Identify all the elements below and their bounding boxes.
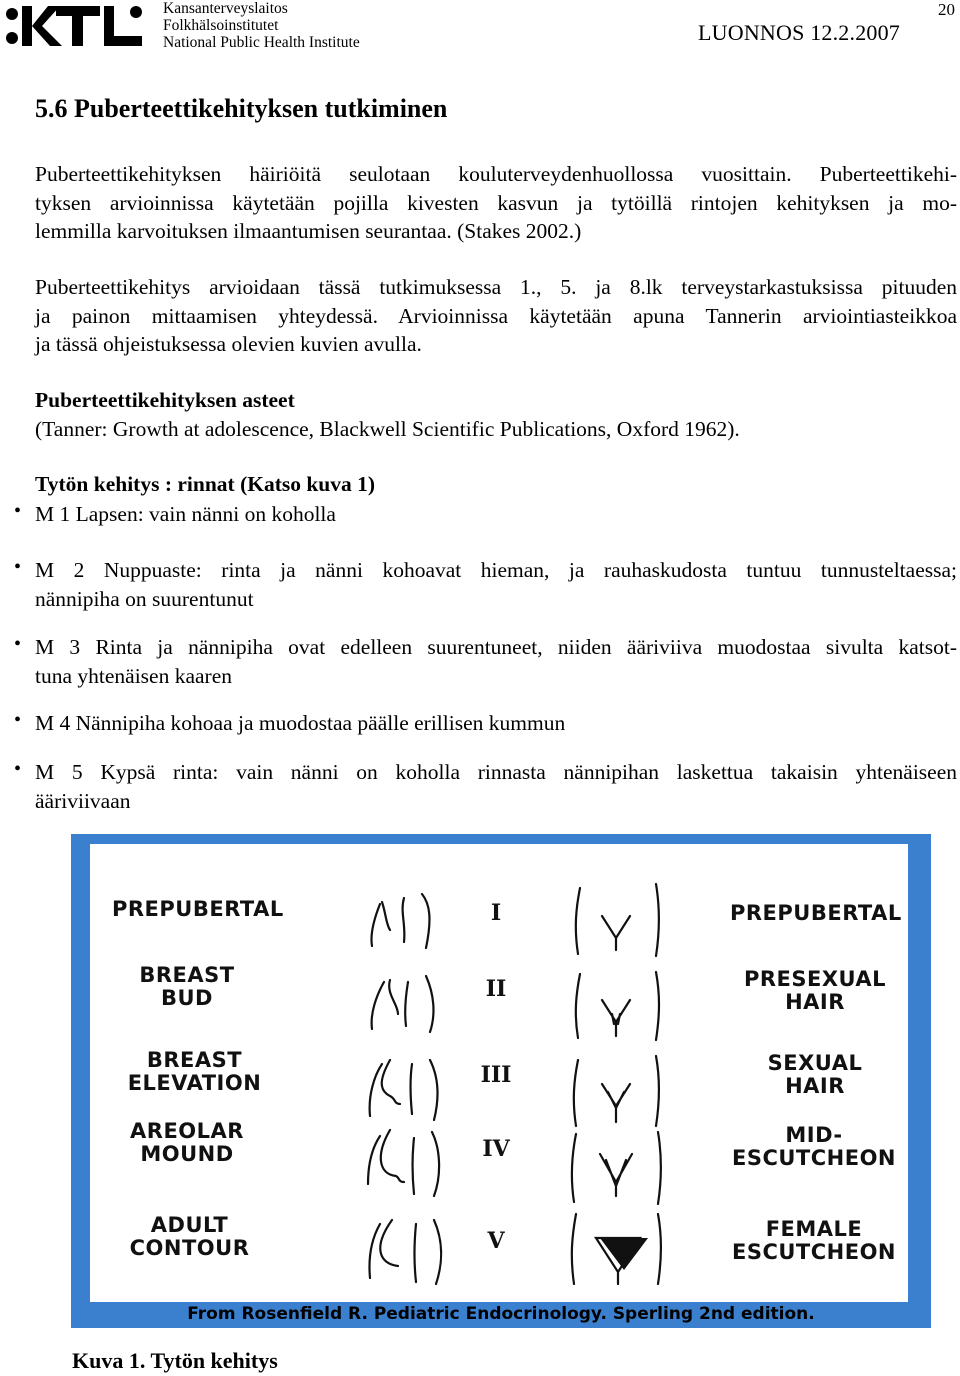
paragraph-1-line: Puberteettikehityksen häiriöitä seulotaan kouluterveydenhuollossa vuosittain. Puberteettikehi-	[35, 162, 957, 186]
figure-panel	[90, 844, 908, 1302]
left-label: PREPUBERTAL	[112, 897, 284, 921]
draft-label: LUONNOS 12.2.2007	[698, 20, 901, 45]
bullet-dot: •	[14, 758, 22, 780]
institute-name	[163, 0, 360, 51]
bullet-item	[35, 633, 957, 690]
girl-heading: Tytön kehitys : rinnat (Katso kuva 1)	[35, 472, 376, 496]
paragraph-2-line: ja tässä ohjeistuksessa olevien kuvien avulla.	[35, 332, 422, 356]
figure-credit: From Rosenfield R. Pediatric Endocrinology. Sperling 2nd edition.	[187, 1304, 815, 1324]
bullet-dot: •	[14, 500, 22, 522]
figure-caption: Kuva 1. Tytön kehitys	[72, 1348, 278, 1373]
right-label: PRESEXUAL HAIR	[743, 967, 887, 1014]
right-label: SEXUAL HAIR	[767, 1051, 863, 1098]
stages-block	[35, 386, 957, 443]
bullet-item	[35, 758, 957, 815]
paragraph-1-line: lemmilla karvoituksen ilmaantumisen seurantaa. (Stakes 2002.)	[35, 219, 582, 243]
paragraph-2-line: ja painon mittaamisen yhteydessä. Arvioinnissa käytetään apuna Tannerin arviointiasteikkoa	[35, 303, 957, 328]
bullet-line: M 3 Rinta ja nännipiha ovat edelleen suurentuneet, niiden ääriviiva muodostaa sivulta katsot-	[35, 635, 957, 659]
institute-name-sv: Folkhälsoinstitutet	[163, 17, 279, 34]
left-label: BREAST BUD	[139, 963, 235, 1010]
bullet-item	[35, 500, 957, 529]
stages-reference: (Tanner: Growth at adolescence, Blackwell Scientific Publications, Oxford 1962).	[35, 416, 740, 441]
page-number: 20	[938, 0, 955, 19]
right-label: MID- ESCUTCHEON	[731, 1123, 897, 1170]
bullet-dot: •	[14, 633, 22, 655]
bullet-line: M 4 Nännipiha kohoaa ja muodostaa päälle erillisen kummun	[35, 711, 566, 735]
bullet-line: ääriviivaan	[35, 788, 131, 813]
bullet-line: M 1 Lapsen: vain nänni on koholla	[35, 502, 336, 526]
stage-numeral: IV	[482, 1136, 510, 1162]
bullet-dot: •	[14, 556, 22, 578]
bullet-line: M 5 Kypsä rinta: vain nänni on koholla rinnasta nännipihan laskettua takaisin yhtenäiseen	[35, 760, 957, 784]
stage-numeral: II	[485, 976, 507, 1002]
right-label: PREPUBERTAL	[730, 901, 902, 925]
tanner-stages-figure	[71, 834, 931, 1328]
paragraph-2-line: Puberteettikehitys arvioidaan tässä tutkimuksessa 1., 5. ja 8.lk terveystarkastuksissa pituuden	[35, 275, 957, 299]
breast-sketches	[360, 864, 450, 1304]
stage-numeral: V	[487, 1228, 505, 1254]
left-label: AREOLAR MOUND	[130, 1119, 244, 1166]
right-label: FEMALE ESCUTCHEON	[731, 1217, 897, 1264]
left-label: ADULT CONTOUR	[129, 1213, 250, 1260]
bullet-line: M 2 Nuppuaste: rinta ja nänni kohoavat hieman, ja rauhaskudosta tuntuu tunnusteltaessa;	[35, 558, 957, 582]
paragraph-2	[35, 273, 957, 359]
stage-numeral: I	[490, 900, 502, 926]
bullet-item	[35, 709, 957, 738]
paragraph-1	[35, 160, 957, 246]
stage-numeral: III	[480, 1062, 512, 1088]
girl-heading-block	[35, 470, 957, 499]
paragraph-1-line: tyksen arvioinnissa käytetään pojilla kivesten kasvun ja tytöillä rintojen kehityksen ja mo-	[35, 190, 957, 215]
bullet-line: tuna yhtenäisen kaaren	[35, 663, 232, 688]
stages-heading: Puberteettikehityksen asteet	[35, 388, 295, 412]
bullet-line: nännipiha on suurentunut	[35, 586, 254, 611]
institute-name-en: National Public Health Institute	[163, 34, 360, 51]
bullet-dot: •	[14, 709, 22, 731]
institute-name-fi: Kansanterveyslaitos	[163, 0, 288, 17]
escutcheon-fill-icon	[596, 1226, 656, 1286]
bullet-item	[35, 556, 957, 613]
section-heading: 5.6 Puberteettikehityksen tutkiminen	[35, 94, 448, 123]
ktl-logo	[4, 2, 154, 50]
left-label: BREAST ELEVATION	[127, 1048, 262, 1095]
